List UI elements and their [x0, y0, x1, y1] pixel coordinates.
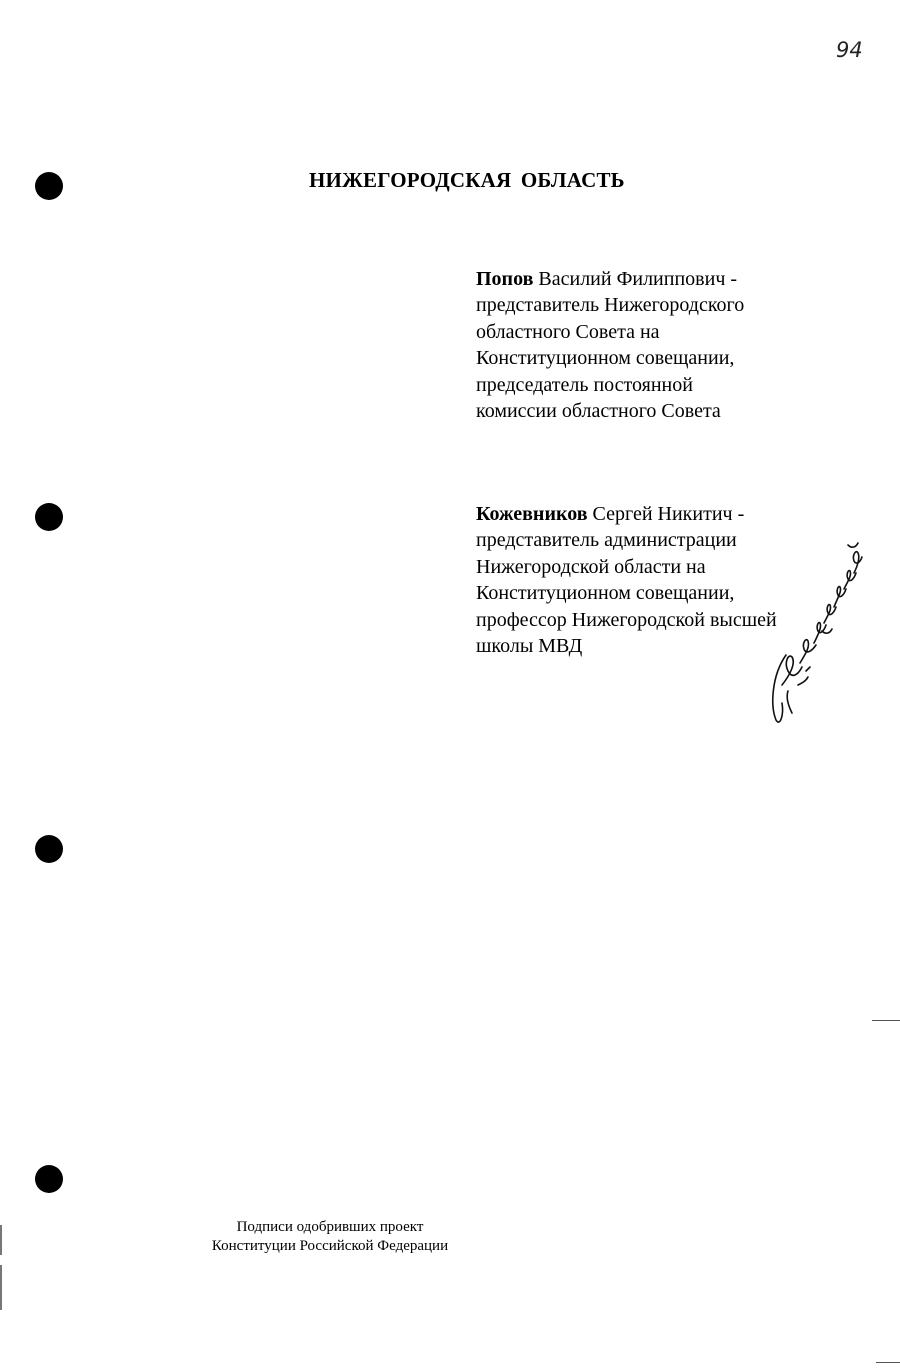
- footer-line: Конституции Российской Федерации: [211, 1238, 449, 1254]
- entry-surname: Попов: [476, 268, 534, 290]
- approval-footer: [180, 1218, 480, 1256]
- entry-line: областного Совета на: [476, 320, 660, 343]
- entry-heading: [476, 501, 806, 527]
- member-entry-popov: [476, 266, 806, 424]
- scan-edge-mark: [0, 1265, 2, 1310]
- scan-edge-mark: [876, 1362, 900, 1363]
- document-title: НИЖЕГОРОДСКАЯ ОБЛАСТЬ: [309, 168, 625, 192]
- scan-edge-mark: [0, 1225, 2, 1255]
- entry-surname: Кожевников: [476, 503, 588, 525]
- entry-line: Конституционном совещании,: [476, 347, 735, 370]
- entry-line: профессор Нижегородской высшей: [476, 608, 777, 631]
- entry-line: представитель Нижегородского: [476, 294, 745, 317]
- punch-hole: [35, 172, 63, 200]
- member-entry-kozhevnikov: [476, 501, 806, 659]
- punch-hole: [35, 503, 63, 531]
- entry-name: Сергей Никитич -: [587, 503, 745, 525]
- punch-hole: [35, 835, 63, 863]
- entry-line: комиссии областного Совета: [476, 400, 721, 423]
- entry-heading: [476, 266, 806, 292]
- page-number: 94: [836, 38, 863, 62]
- entry-line: школы МВД: [476, 635, 583, 658]
- entry-line: Нижегородской области на: [476, 555, 706, 578]
- entry-line: Конституционном совещании,: [476, 582, 735, 605]
- footer-line: Подписи одобривших проект: [236, 1219, 424, 1235]
- punch-hole: [35, 1165, 63, 1193]
- entry-line: представитель администрации: [476, 529, 737, 552]
- handwritten-signature: [762, 535, 872, 730]
- entry-name: Василий Филиппович -: [533, 268, 738, 290]
- entry-line: председатель постоянной: [476, 373, 693, 396]
- scan-edge-mark: [872, 1020, 900, 1021]
